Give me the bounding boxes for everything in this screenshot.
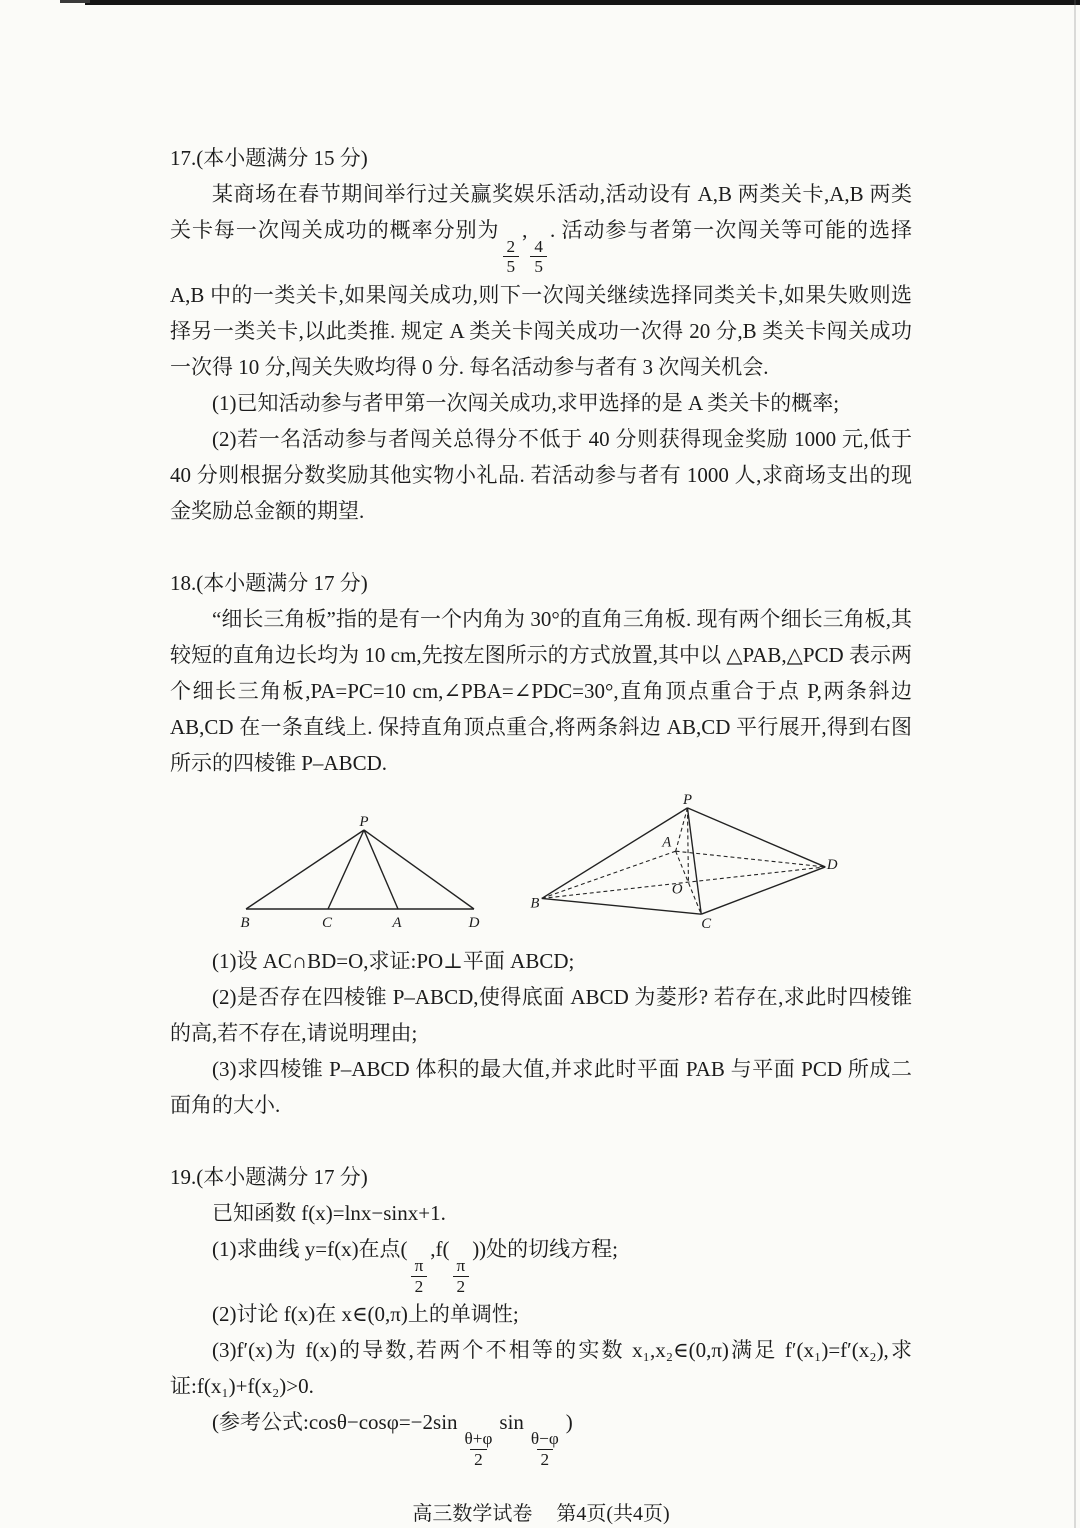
fraction-denominator: 2 bbox=[470, 1449, 487, 1470]
flat-triangles-figure bbox=[236, 813, 486, 933]
fig-right-label-O: O bbox=[671, 881, 683, 898]
fig-left-label-D: D bbox=[468, 915, 480, 932]
fig-left-label-B: B bbox=[240, 915, 250, 932]
footer-page-number: 第4页(共4页) bbox=[556, 1502, 670, 1525]
fraction-theta-minus-phi-over-2 bbox=[527, 1429, 563, 1470]
problem-18-body: “细长三角板”指的是有一个内角为 30°的直角三角板. 现有两个细长三角板,其较短的直角边长均为 10 cm,先按左图所示的方式放置,其中以 △PAB,△PCD 表示两个细长三角板,PA=PC=10 cm,∠PBA=∠PDC=30°,直角顶点重合于点 P,两条斜边 AB,CD 在一条直线上. 保持直角顶点重合,将两条斜边 AB,CD 平行展开,得到右图所示的四棱锥 P–ABCD. bbox=[170, 607, 912, 776]
fig-left-label-C: C bbox=[321, 915, 333, 932]
problem-17-question-2: (2)若一名活动参与者闯关总得分不低于 40 分则获得现金奖励 1000 元,低于 40 分则根据分数奖励其他实物小礼品. 若活动参与者有 1000 人,求商场支出的现金奖励总金额的期望. bbox=[170, 427, 912, 524]
scan-top-edge bbox=[85, 0, 1080, 5]
fraction-denominator: 2 bbox=[453, 1276, 470, 1297]
fig-right-label-B: B bbox=[530, 895, 540, 912]
problem-18-question-1: (1)设 AC∩BD=O,求证:PO⊥平面 ABCD; bbox=[212, 949, 575, 974]
fig-left-label-P: P bbox=[359, 814, 369, 831]
q1-text-pre: (1)求曲线 y=f(x)在点( bbox=[212, 1237, 408, 1262]
problem-18-question-3: (3)求四棱锥 P–ABCD 体积的最大值,并求此时平面 PAB 与平面 PCD 所成二面角的大小. bbox=[170, 1057, 912, 1118]
problem-17-question-1: (1)已知活动参与者甲第一次闯关成功,求甲选择的是 A 类关卡的概率; bbox=[212, 391, 840, 416]
problem-17-title: 17.(本小题满分 15 分) bbox=[170, 146, 368, 170]
ref-text-post: ) bbox=[565, 1410, 573, 1435]
fraction-denominator: 5 bbox=[530, 256, 547, 277]
problem-19-reference-formula bbox=[170, 1404, 912, 1469]
fraction-numerator: 4 bbox=[534, 236, 543, 256]
fraction-denominator: 2 bbox=[411, 1276, 428, 1297]
fig-right-label-A: A bbox=[662, 834, 672, 851]
fraction-two-fifths bbox=[503, 237, 520, 278]
ref-text-mid: sin bbox=[499, 1410, 524, 1435]
q1-text-mid: ,f( bbox=[430, 1237, 450, 1262]
fraction-numerator: θ+φ bbox=[464, 1429, 493, 1449]
fraction-four-fifths bbox=[530, 237, 547, 278]
fraction-denominator: 2 bbox=[537, 1449, 554, 1470]
scan-right-edge bbox=[1074, 0, 1076, 1528]
problem-18-question-2: (2)是否存在四棱锥 P–ABCD,使得底面 ABCD 为菱形? 若存在,求此时四棱锥的高,若不存在,请说明理由; bbox=[170, 985, 912, 1046]
fraction-numerator: π bbox=[414, 1255, 424, 1275]
footer-exam-name: 高三数学试卷 bbox=[412, 1502, 533, 1525]
fraction-pi-over-2 bbox=[453, 1256, 470, 1297]
problem-19-question-3: (3)f′(x)为 f(x)的导数,若两个不相等的实数 x₁,x₂∈(0,π)满足 f′(x₁)=f′(x₂),求证:f(x₁)+f(x₂)>0. bbox=[170, 1338, 912, 1399]
fig-right-label-P: P bbox=[682, 793, 692, 809]
ref-text-pre: (参考公式:cosθ−cosφ=−2sin bbox=[212, 1410, 458, 1435]
fraction-numerator: 2 bbox=[506, 236, 516, 256]
problem-19-title: 19.(本小题满分 17 分) bbox=[170, 1165, 368, 1190]
page-footer bbox=[170, 1496, 912, 1528]
problem-19-body: 已知函数 f(x)=lnx−sinx+1. bbox=[212, 1201, 446, 1226]
q1-text-post: ))处的切线方程; bbox=[472, 1237, 619, 1262]
fig-left-label-A: A bbox=[392, 915, 402, 932]
problem-19-question-2: (2)讨论 f(x)在 x∈(0,π)上的单调性; bbox=[212, 1302, 519, 1327]
problem-18-section bbox=[170, 565, 912, 1123]
fraction-theta-plus-phi-over-2 bbox=[461, 1429, 497, 1470]
problem-17-body bbox=[170, 176, 912, 385]
problem-17-section bbox=[170, 140, 912, 529]
exam-content bbox=[170, 140, 912, 1528]
fraction-numerator: θ−φ bbox=[530, 1429, 559, 1449]
scan-corner-mark bbox=[60, 0, 90, 3]
problem-17-body-text-2: . 活动参与者第一次闯关等可能的选择 A,B 中的一类关卡,如果闯关成功,则下一次闯关继续选择同类关卡,如果失败则选择另一类关卡,以此类推. 规定 A 类关卡闯关成功一次得 20 分,B 类关卡闯关成功一次得 10 分,闯关失败均得 0 分. 每名活动参与者有 3 次闯关机会. bbox=[170, 218, 912, 380]
problem-18-figures bbox=[236, 795, 912, 933]
fraction-numerator: π bbox=[456, 1255, 466, 1275]
fig-right-label-C: C bbox=[701, 916, 712, 933]
fraction-pi-over-2 bbox=[411, 1256, 428, 1297]
problem-19-section bbox=[170, 1159, 912, 1469]
problem-19-question-1 bbox=[170, 1231, 912, 1296]
problem-18-title: 18.(本小题满分 17 分) bbox=[170, 571, 368, 596]
fraction-denominator: 5 bbox=[503, 256, 520, 277]
problem-17-body-text-1: 某商场在春节期间举行过关赢奖娱乐活动,活动设有 A,B 两类关卡,A,B 两类关卡每一次闯关成功的概率分别为 bbox=[170, 182, 912, 242]
problem-17-comma: , bbox=[522, 218, 528, 242]
fig-right-label-D: D bbox=[826, 857, 838, 874]
pyramid-figure bbox=[528, 793, 843, 933]
